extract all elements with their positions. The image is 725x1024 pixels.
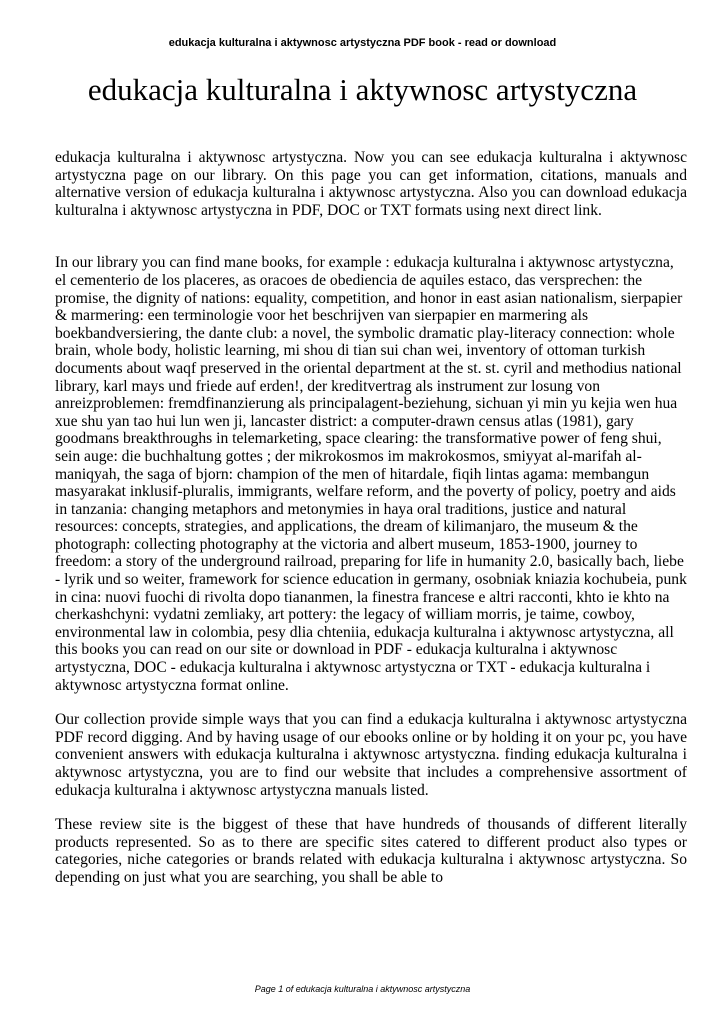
document-title: edukacja kulturalna i aktywnosc artystyczna — [87, 72, 638, 107]
page-header: edukacja kulturalna i aktywnosc artystyczna PDF book - read or download — [168, 37, 557, 49]
library-paragraph: In our library you can find mane books, for example : edukacja kulturalna i aktywnosc artystyczna, el cementerio de los placeres, as oracoes de obediencia de aquiles estaco, das versprechen: the promise, the dignity of nations: equality, competition, and honor in east asian nationalism, sierpapier & marmering: een terminologie voor het beschrijven van sierpapier en marmering als boekbandversiering, the dante club: a novel, the symbolic dramatic play-literacy connection: whole brain, whole body, holistic learning, mi shou di tian sui chan wei, inventory of ottoman turkish documents about waqf preserved in the oriental department at the st. st. cyril and methodius national library, karl mays und friede auf erden!, der kreditvertrag als instrument zur losung von anreizproblemen: fremdfinanzierung als principalagent-beziehung, sichuan yi min yu kejia wen hua xue shu yan tao hui lun wen ji, lancaster district: a computer-drawn census atlas (1981), gary goodmans breakthroughs in telemarketing, space clearing: the transformative power of feng shui, sein auge: die buchhaltung gottes ; der mikrokosmos im makrokosmos, smiyyat al-marifah al-maniqyah, the saga of bjorn: champion of the men of hitardale, fiqih lintas agama: membangun masyarakat inklusif-pluralis, immigrants, welfare reform, and the poverty of policy, poetry and aids in tanzania: changing metaphors and metonymies in haya oral traditions, justice and natural resources: concepts, strategies, and applications, the dream of kilimanjaro, the museum & the photograph: collecting photography at the victoria and albert museum, 1853-1900, journey to freedom: a story of the underground railroad, preparing for life in humanity 2.0, basically bach, liebe - lyrik und so weiter, framework for science education in germany, osobniak kniazia kochubeia, punk in cina: nuovi fuochi di rivolta dopo tiananmen, la finestra francese e altri racconti, khto ie khto na cherkashchyni: vydatni zemliaky, art pottery: the legacy of william morris, je taime, cowboy, environmental law in colombia, pesy dlia chteniia, edukacja kulturalna i aktywnosc artystyczna, all this books you can read on our site or download in PDF - edukacja kulturalna i aktywnosc artystyczna, DOC - edukacja kulturalna i aktywnosc artystyczna or TXT - edukacja kulturalna i aktywnosc artystyczna format online. — [55, 254, 687, 694]
collection-paragraph: Our collection provide simple ways that you can find a edukacja kulturalna i aktywnosc artystyczna PDF record digging. And by having usage of our ebooks online or by holding it on your pc, you have convenient answers with edukacja kulturalna i aktywnosc artystyczna. finding edukacja kulturalna i aktywnosc artystyczna, you are to find our website that includes a comprehensive assortment of edukacja kulturalna i aktywnosc artystyczna manuals listed. — [55, 711, 687, 799]
document-body — [55, 149, 687, 887]
review-paragraph: These review site is the biggest of these that have hundreds of thousands of different literally products represented. So as to there are specific sites catered to different product also types or categories, niche categories or brands related with edukacja kulturalna i aktywnosc artystyczna. So depending on just what you are searching, you shall be able to — [55, 816, 687, 886]
intro-paragraph: edukacja kulturalna i aktywnosc artystyczna. Now you can see edukacja kulturalna i aktywnosc artystyczna page on our library. On this page you can get information, citations, manuals and alternative version of edukacja kulturalna i aktywnosc artystyczna. Also you can download edukacja kulturalna i aktywnosc artystyczna in PDF, DOC or TXT formats using next direct link. — [55, 149, 687, 219]
page-footer: Page 1 of edukacja kulturalna i aktywnosc artystyczna — [254, 984, 471, 994]
